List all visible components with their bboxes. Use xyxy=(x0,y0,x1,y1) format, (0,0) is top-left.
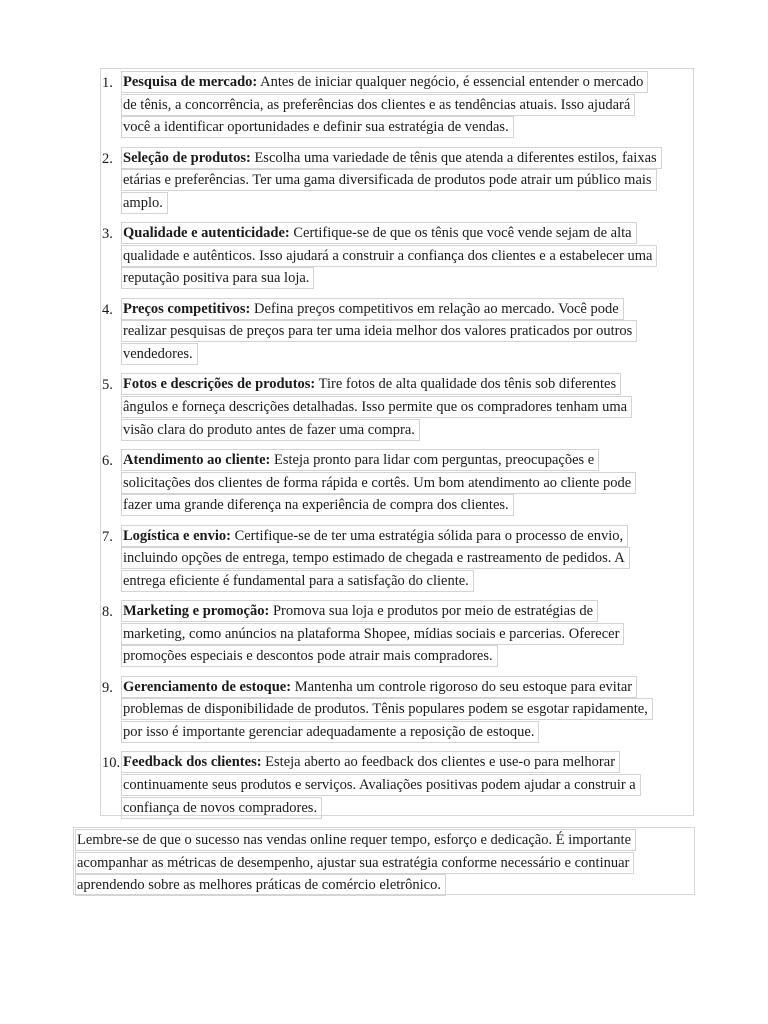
list-item-text: Promova sua loja e produtos por meio de estratégias de xyxy=(272,603,594,620)
list-item-text: promoções especiais e descontos pode atrair mais compradores. xyxy=(123,648,493,665)
list-item-number: 7. xyxy=(102,528,113,545)
list-item-text: entrega eficiente é fundamental para a satisfação do cliente. xyxy=(123,572,469,589)
list-item-text: solicitações dos clientes de forma rápida e cortês. Um bom atendimento ao cliente pode xyxy=(123,474,632,491)
list-item-text: Tire fotos de alta qualidade dos tênis sob diferentes xyxy=(318,376,617,393)
list-item-text-line xyxy=(121,751,620,773)
list-item-number: 1. xyxy=(102,75,113,91)
list-item-text-line xyxy=(121,71,648,93)
list-item-title: Pesquisa de mercado: xyxy=(123,74,258,90)
list-item-text: ângulos e forneça descrições detalhadas. Isso permite que os compradores tenham uma xyxy=(123,398,628,415)
closing-paragraph xyxy=(73,827,695,895)
list-item-text: Esteja pronto para lidar com perguntas, preocupações e xyxy=(274,452,595,468)
list-item-text-line xyxy=(121,547,630,569)
list-item-text-line xyxy=(121,222,637,244)
list-item-text-line xyxy=(121,320,637,342)
list-item-text: continuamente seus produtos e serviços. Avaliações positivas podem ajudar a construir a xyxy=(123,776,636,793)
closing-text-line: aprendendo sobre as melhores práticas de comércio eletrônico. xyxy=(75,874,446,896)
list-item-text-line xyxy=(121,147,662,169)
list-item-text: marketing, como anúncios na plataforma Shopee, mídias sociais e parcerias. Oferecer xyxy=(123,625,620,642)
list-item-number: 3. xyxy=(102,226,113,243)
list-item-text-line xyxy=(121,169,657,191)
list-item-text-line xyxy=(121,797,322,819)
list-item-text: qualidade e autênticos. Isso ajudará a construir a confiança dos clientes e a estabelecer uma xyxy=(123,247,653,264)
list-item-title: Marketing e promoção: xyxy=(123,603,270,620)
closing-text-line: acompanhar as métricas de desempenho, ajustar sua estratégia conforme necessário e continuar xyxy=(75,852,634,874)
list-item-number: 2. xyxy=(102,150,113,167)
list-item-number: 9. xyxy=(102,679,113,696)
list-item-text-line xyxy=(121,298,624,320)
list-item-text: amplo. xyxy=(123,194,163,211)
list-item-text: problemas de disponibilidade de produtos. Tênis populares podem se esgotar rapidamente, xyxy=(123,701,648,718)
list-item-text: Escolha uma variedade de tênis que atenda a diferentes estilos, faixas xyxy=(254,149,657,166)
list-item-text-line xyxy=(121,494,514,516)
list-item-title: Logística e envio: xyxy=(123,527,231,544)
list-item-number: 5. xyxy=(102,377,113,394)
list-item-text: Certifique-se de que os tênis que você vende sejam de alta xyxy=(293,225,632,242)
list-item-text: Mantenha um controle rigoroso do seu estoque para evitar xyxy=(294,678,633,695)
list-item-text: vendedores. xyxy=(123,345,193,362)
list-item-text-line xyxy=(121,525,628,547)
list-item-text-line xyxy=(121,267,314,289)
list-item-text-line xyxy=(121,449,599,471)
list-item-text-line xyxy=(121,396,632,418)
list-item-number: 8. xyxy=(102,604,113,621)
list-item-title: Seleção de produtos: xyxy=(123,149,251,166)
list-item-text-line xyxy=(121,623,624,645)
list-item-title: Qualidade e autenticidade: xyxy=(123,225,290,242)
list-item-text: confiança de novos compradores. xyxy=(123,799,318,816)
list-item-text-line xyxy=(121,721,539,743)
list-item-text-line xyxy=(121,373,621,395)
list-item-title: Atendimento ao cliente: xyxy=(123,452,271,468)
list-item-text-line xyxy=(121,570,474,592)
list-item-title: Fotos e descrições de produtos: xyxy=(123,376,316,393)
list-item-title: Gerenciamento de estoque: xyxy=(123,678,292,695)
list-item-title: Feedback dos clientes: xyxy=(123,754,262,771)
list-item-text: por isso é importante gerenciar adequadamente a reposição de estoque. xyxy=(123,723,535,740)
list-item-text: Esteja aberto ao feedback dos clientes e use-o para melhorar xyxy=(265,754,616,771)
list-item-text: reputação positiva para sua loja. xyxy=(123,270,310,287)
list-item-text: fazer uma grande diferença na experiência de compra dos clientes. xyxy=(123,497,509,514)
list-item-number: 10. xyxy=(102,755,121,772)
list-item-title: Preços competitivos: xyxy=(123,300,251,317)
list-item-text: Certifique-se de ter uma estratégia sólida para o processo de envio, xyxy=(234,527,624,544)
list-item-text: incluindo opções de entrega, tempo estimado de chegada e rastreamento de pedidos. A xyxy=(123,550,625,567)
list-item-text-line xyxy=(121,698,653,720)
list-item-text-line xyxy=(121,676,637,698)
list-item-text-line xyxy=(121,343,198,365)
list-item-text: Antes de iniciar qualquer negócio, é essencial entender o mercado xyxy=(260,74,644,90)
list-item-text-line xyxy=(121,192,168,214)
list-item-text: etárias e preferências. Ter uma gama diversificada de produtos pode atrair um público mais xyxy=(123,172,652,189)
list-item-text: Defina preços competitivos em relação ao mercado. Você pode xyxy=(254,300,619,317)
list-item-text-line xyxy=(121,245,657,267)
list-item-text: realizar pesquisas de preços para ter uma ideia melhor dos valores praticados por outros xyxy=(123,323,633,340)
list-item-text: você a identificar oportunidades e definir sua estratégia de vendas. xyxy=(123,119,509,136)
list-item-number: 6. xyxy=(102,453,113,469)
list-item-text-line xyxy=(121,419,420,441)
closing-text-line: Lembre-se de que o sucesso nas vendas online requer tempo, esforço e dedicação. É importante xyxy=(75,829,636,851)
list-item-text: visão clara do produto antes de fazer uma compra. xyxy=(123,421,415,438)
list-item-number: 4. xyxy=(102,301,113,318)
list-item-text-line xyxy=(121,472,636,494)
list-item-text-line xyxy=(121,94,635,116)
list-item-text: de tênis, a concorrência, as preferências dos clientes e as tendências atuais. Isso ajudará xyxy=(123,96,631,113)
list-item-text-line xyxy=(121,116,514,138)
list-item-text-line xyxy=(121,645,498,667)
list-item-text-line xyxy=(121,600,598,622)
list-item-text-line xyxy=(121,774,641,796)
tips-list-box xyxy=(100,68,694,816)
